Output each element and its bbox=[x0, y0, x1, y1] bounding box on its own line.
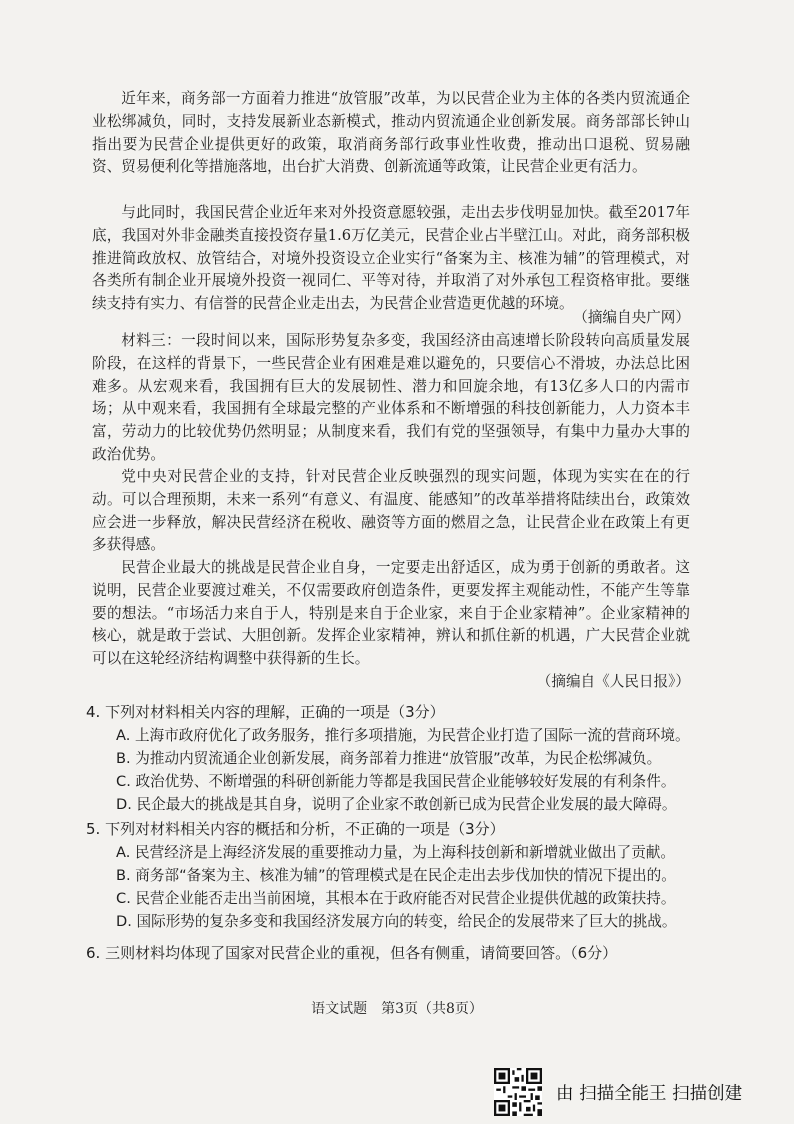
material2-paragraph-1: 近年来，商务部一方面着力推进“放管服”改革，为以民营企业为主体的各类内贸流通企业松绑减负，同时，支持发展新业态新模式，推动内贸流通企业创新发展。商务部部长钟山指出要为民营企业提供更好的政策，取消商务部行政事业性收费，推动出口退税、贸易融资、贸易便利化等措施落地，出台扩大消费、创新流通等政策，让民营企业更有活力。 bbox=[92, 90, 690, 176]
scanner-watermark-text: 由 扫描全能王 扫描创建 bbox=[556, 1083, 743, 1104]
material3-paragraph-1: 材料三：一段时间以来，国际形势复杂多变，我国经济由高速增长阶段转向高质量发展阶段，在这样的背景下，一些民营企业有困难是难以避免的，只要信心不滑坡，办法总比困难多。从宏观来看，我国拥有巨大的发展韧性、潜力和回旋余地，有13亿多人口的内需市场；从中观来看，我国拥有全球最完整的产业体系和不断增强的科技创新能力，人力资本丰富，劳动力的比较优势仍然明显；从制度来看，我们有党的坚强领导，有集中力量办大事的政治优势。 bbox=[92, 332, 690, 463]
question-6-stem: 6. 三则材料均体现了国家对民营企业的重视，但各有侧重，请简要回答。（6分） bbox=[86, 944, 618, 962]
question-5-option-c: C. 民营企业能否走出当前困境，其根本在于政府能否对民营企业提供优越的政策扶持。 bbox=[116, 890, 676, 907]
question-4-option-c: C. 政治优势、不断增强的科研创新能力等都是我国民营企业能够较好发展的有利条件。 bbox=[116, 773, 676, 790]
question-4-option-d: D. 民企最大的挑战是其自身，说明了企业家不敢创新已成为民营企业发展的最大障碍。 bbox=[116, 796, 677, 813]
question-5-option-b: B. 商务部“备案为主、核准为辅”的管理模式是在民企走出去步伐加快的情况下提出的。 bbox=[116, 867, 676, 884]
material3-paragraph-3: 民营企业最大的挑战是民营企业自身，一定要走出舒适区，成为勇于创新的勇敢者。这说明，民营企业要渡过难关，不仅需要政府创造条件，更要发挥主观能动性，不能产生等靠要的想法。“市场活力来自于人，特别是来自于企业家，来自于企业家精神”。企业家精神的核心，就是敢于尝试、大胆创新。发挥企业家精神，辨认和抓住新的机遇，广大民营企业就可以在这轮经济结构调整中获得新的生长。 bbox=[92, 559, 690, 668]
material3-source: （摘编自《人民日报》） bbox=[536, 673, 690, 690]
question-4-option-b: B. 为推动内贸流通企业创新发展，商务部着力推进“放管服”改革，为民企松绑减负。 bbox=[116, 750, 662, 767]
question-4-stem: 4. 下列对材料相关内容的理解，正确的一项是（3分） bbox=[86, 703, 445, 721]
question-4-option-a: A. 上海市政府优化了政务服务，推行多项措施，为民营企业打造了国际一流的营商环境。 bbox=[116, 727, 690, 744]
qr-code-icon bbox=[494, 1068, 542, 1116]
question-5-stem: 5. 下列对材料相关内容的概括和分析，不正确的一项是（3分） bbox=[86, 820, 505, 838]
scanner-watermark bbox=[494, 1068, 778, 1116]
page-footer: 语文试题 第3页（共8页） bbox=[311, 1001, 483, 1017]
material3-paragraph-2: 党中央对民营企业的支持，针对民营企业反映强烈的现实问题，体现为实实在在的行动。可以合理预期，未来一系列“有意义、有温度、能感知”的改革举措将陆续出台，政策效应会进一步释放，解决民营经济在税收、融资等方面的燃眉之急，让民营企业在政策上有更多获得感。 bbox=[92, 468, 690, 554]
material2-paragraph-2: 与此同时，我国民营企业近年来对外投资意愿较强，走出去步伐明显加快。截至2017年底，我国对外非金融类直接投资存量1.6万亿美元，民营企业占半壁江山。对此，商务部积极推进简政放权、放管结合，对境外投资设立企业实行“备案为主、核准为辅”的管理模式，对各类所有制企业开展境外投资一视同仁、平等对待，并取消了对外承包工程资格审批。要继续支持有实力、有信誉的民营企业走出去，为民营企业营造更优越的环境。 bbox=[92, 204, 690, 313]
question-5-option-d: D. 国际形势的复杂多变和我国经济发展方向的转变，给民企的发展带来了巨大的挑战。 bbox=[116, 913, 677, 930]
material2-source: （摘编自央广网） bbox=[573, 309, 690, 326]
question-5-option-a: A. 民营经济是上海经济发展的重要推动力量，为上海科技创新和新增就业做出了贡献。 bbox=[116, 844, 675, 861]
